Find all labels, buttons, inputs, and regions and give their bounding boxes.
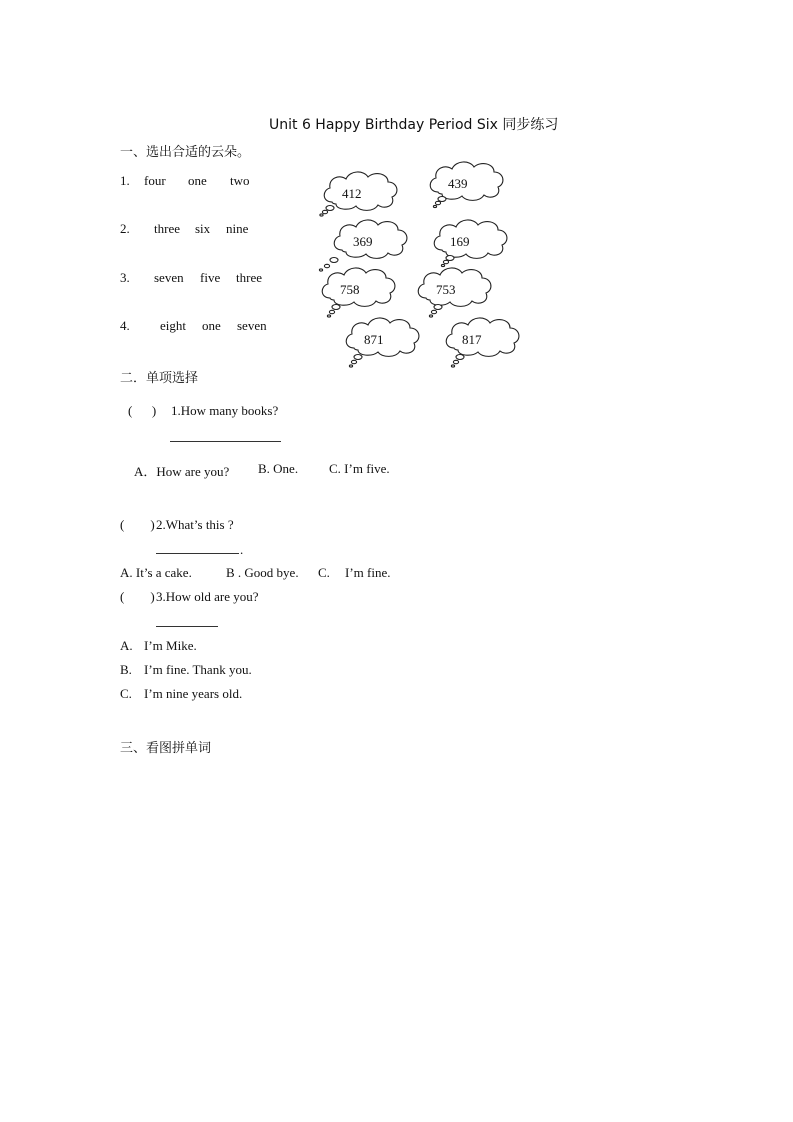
option-c-letter: C. xyxy=(120,686,132,701)
question-text: 2.What’s this ? xyxy=(156,517,234,532)
answer-blank[interactable] xyxy=(170,441,281,442)
word: three xyxy=(154,221,180,236)
cloud-number: 439 xyxy=(448,176,468,191)
section-1-heading: 一、选出合适的云朵。 xyxy=(120,145,251,160)
option-b-letter: B. xyxy=(120,662,132,677)
answer-paren: ( ) xyxy=(128,403,157,418)
question-text: 1.How many books? xyxy=(171,403,279,418)
option-b[interactable]: I’m fine. Thank you. xyxy=(144,662,252,677)
option-b[interactable]: B. One. xyxy=(258,461,299,476)
option-b[interactable]: B . Good bye. xyxy=(226,565,299,580)
word: eight xyxy=(160,318,186,333)
cloud-number: 758 xyxy=(340,282,360,297)
cloud-number: 169 xyxy=(450,234,470,249)
answer-blank[interactable] xyxy=(156,626,218,627)
word: nine xyxy=(226,221,249,236)
word: six xyxy=(195,221,211,236)
cloud-number: 817 xyxy=(462,332,482,347)
cloud-169[interactable] xyxy=(428,216,512,268)
word: four xyxy=(144,173,166,188)
question-text: 3.How old are you? xyxy=(156,589,259,604)
option-a-letter: A. xyxy=(120,638,133,653)
page-title: Unit 6 Happy Birthday Period Six 同步练习 xyxy=(269,117,559,133)
option-c[interactable]: I’m nine years old. xyxy=(144,686,243,701)
word: five xyxy=(200,270,221,285)
item-number: 1. xyxy=(120,173,130,188)
cloud-439[interactable] xyxy=(424,158,508,210)
option-c-text[interactable]: I’m fine. xyxy=(345,565,391,580)
word: two xyxy=(230,173,250,188)
cloud-number: 871 xyxy=(364,332,384,347)
answer-paren: ( ) xyxy=(120,517,155,532)
answer-blank[interactable] xyxy=(156,553,239,554)
word: seven xyxy=(237,318,267,333)
section-2-heading: 二．单项选择 xyxy=(120,371,199,386)
item-number: 4. xyxy=(120,318,130,333)
blank-period: . xyxy=(240,542,244,557)
word: one xyxy=(202,318,221,333)
item-number: 2. xyxy=(120,221,130,236)
cloud-number: 369 xyxy=(353,234,373,249)
cloud-753[interactable] xyxy=(412,264,496,320)
cloud-758[interactable] xyxy=(316,264,400,320)
option-a[interactable]: I’m Mike. xyxy=(144,638,197,653)
cloud-number: 412 xyxy=(342,186,362,201)
cloud-412[interactable] xyxy=(318,168,402,220)
option-a[interactable]: A. It’s a cake. xyxy=(120,565,192,580)
item-number: 3. xyxy=(120,270,130,285)
option-a[interactable]: A．How are you? xyxy=(134,464,230,479)
answer-paren: ( ) xyxy=(120,589,155,604)
word: seven xyxy=(154,270,184,285)
cloud-817[interactable] xyxy=(440,314,524,370)
word: one xyxy=(188,173,207,188)
option-c[interactable]: C. I’m five. xyxy=(329,461,390,476)
word: three xyxy=(236,270,262,285)
option-c-letter[interactable]: C. xyxy=(318,565,330,580)
section-3-heading: 三、看图拼单词 xyxy=(120,741,212,756)
cloud-number: 753 xyxy=(436,282,456,297)
cloud-871[interactable] xyxy=(340,314,424,370)
